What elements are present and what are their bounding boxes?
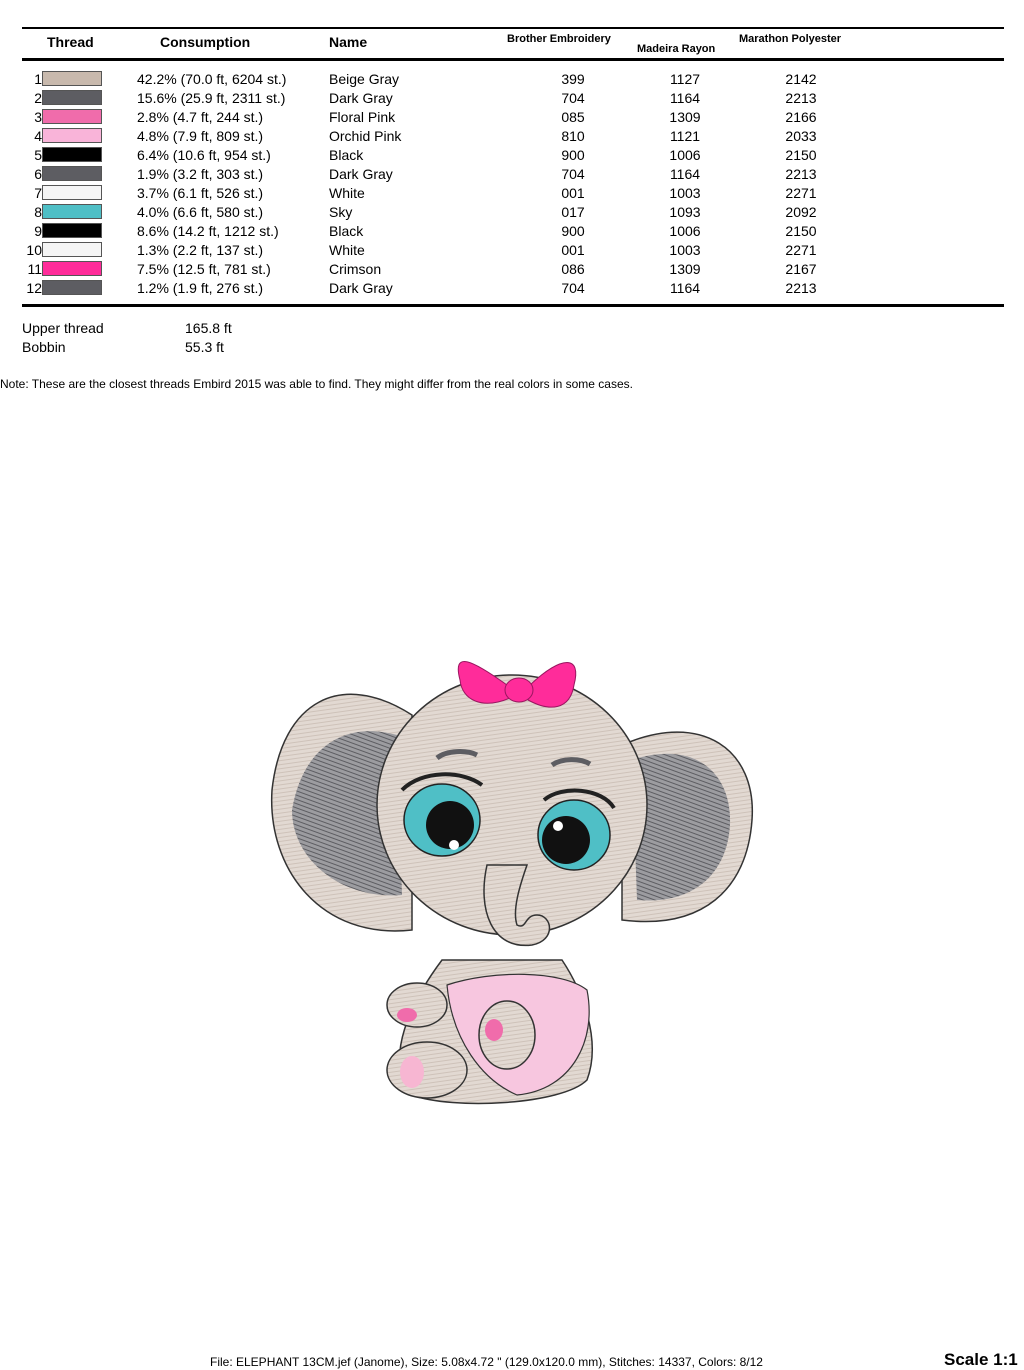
marathon-code: 2213	[785, 90, 817, 106]
color-swatch	[42, 204, 102, 219]
color-swatch	[42, 166, 102, 181]
thread-name: Orchid Pink	[329, 128, 402, 144]
thread-name: Dark Gray	[329, 166, 393, 182]
bottom-rule	[22, 304, 1004, 307]
thread-number: 10	[26, 242, 42, 258]
thread-row	[0, 222, 1024, 241]
thread-name: White	[329, 242, 365, 258]
bobbin-label: Bobbin	[22, 339, 66, 355]
right-pupil	[542, 816, 590, 864]
thread-name: Dark Gray	[329, 90, 393, 106]
header-brother: Brother Embroidery	[507, 33, 611, 45]
upper-thread-label: Upper thread	[22, 320, 104, 336]
thread-name: Crimson	[329, 261, 382, 277]
header-rule	[22, 58, 1004, 61]
left-foot-pad	[400, 1056, 424, 1088]
madeira-code: 1309	[669, 109, 701, 125]
thread-name: Black	[329, 223, 364, 239]
thread-consumption: 42.2% (70.0 ft, 6204 st.)	[137, 71, 287, 87]
file-info-footer: File: ELEPHANT 13CM.jef (Janome), Size: 5.08x4.72 " (129.0x120.0 mm), Stitches: 14337, Colors: 8/12	[210, 1355, 763, 1369]
madeira-code: 1164	[669, 166, 701, 182]
brother-code: 086	[561, 261, 585, 277]
color-swatch	[42, 242, 102, 257]
color-swatch	[42, 90, 102, 105]
marathon-code: 2150	[785, 147, 817, 163]
header-madeira: Madeira Rayon	[637, 43, 716, 55]
header-consumption: Consumption	[160, 34, 251, 50]
thread-name: Dark Gray	[329, 280, 393, 296]
color-swatch	[42, 185, 102, 200]
header-marathon: Marathon Polyester	[739, 33, 842, 45]
brother-code: 001	[561, 242, 585, 258]
left-leg	[387, 1042, 467, 1098]
thread-number: 9	[34, 223, 42, 239]
brother-code: 001	[561, 185, 585, 201]
madeira-code: 1309	[669, 261, 701, 277]
thread-consumption: 15.6% (25.9 ft, 2311 st.)	[137, 90, 286, 106]
madeira-code: 1121	[669, 128, 701, 144]
madeira-code: 1093	[669, 204, 701, 220]
right-eye-highlight	[553, 821, 563, 831]
thread-row	[0, 203, 1024, 222]
thread-row	[0, 108, 1024, 127]
upper-thread-value: 165.8 ft	[185, 320, 232, 336]
thread-consumption: 3.7% (6.1 ft, 526 st.)	[137, 185, 264, 201]
brother-code: 900	[561, 223, 585, 239]
thread-name: Beige Gray	[329, 71, 400, 87]
bobbin-value: 55.3 ft	[185, 339, 224, 355]
top-rule	[22, 27, 1004, 29]
thread-number: 7	[34, 185, 42, 201]
header-name: Name	[329, 34, 368, 50]
madeira-code: 1164	[669, 280, 701, 296]
thread-row	[0, 260, 1024, 279]
left-pupil	[426, 801, 474, 849]
left-eye-highlight	[449, 840, 459, 850]
marathon-code: 2033	[785, 128, 817, 144]
color-swatch	[42, 128, 102, 143]
marathon-code: 2167	[785, 261, 817, 277]
thread-number: 2	[34, 90, 42, 106]
thread-consumption: 1.2% (1.9 ft, 276 st.)	[137, 280, 264, 296]
thread-row	[0, 89, 1024, 108]
brother-code: 017	[561, 204, 585, 220]
thread-table	[0, 70, 1024, 298]
marathon-code: 2166	[785, 109, 817, 125]
madeira-code: 1006	[669, 147, 701, 163]
thread-consumption: 6.4% (10.6 ft, 954 st.)	[137, 147, 271, 163]
thread-row	[0, 127, 1024, 146]
thread-row	[0, 165, 1024, 184]
left-hand-pad	[397, 1008, 417, 1022]
thread-consumption: 7.5% (12.5 ft, 781 st.)	[137, 261, 271, 277]
thread-number: 1	[34, 71, 42, 87]
madeira-code: 1127	[669, 71, 701, 87]
thread-row	[0, 146, 1024, 165]
thread-row	[0, 184, 1024, 203]
thread-consumption: 4.8% (7.9 ft, 809 st.)	[137, 128, 264, 144]
madeira-code: 1006	[669, 223, 701, 239]
thread-consumption: 4.0% (6.6 ft, 580 st.)	[137, 204, 264, 220]
thread-consumption: 1.3% (2.2 ft, 137 st.)	[137, 242, 264, 258]
thread-number: 11	[27, 261, 42, 277]
thread-consumption: 1.9% (3.2 ft, 303 st.)	[137, 166, 264, 182]
thread-row	[0, 70, 1024, 89]
right-hand-pad	[485, 1019, 503, 1041]
marathon-code: 2271	[785, 242, 817, 258]
thread-name: White	[329, 185, 365, 201]
marathon-code: 2271	[785, 185, 817, 201]
brother-code: 704	[561, 166, 585, 182]
thread-name: Floral Pink	[329, 109, 396, 125]
thread-row	[0, 279, 1024, 298]
thread-name: Black	[329, 147, 364, 163]
brother-code: 399	[561, 71, 585, 87]
thread-number: 6	[34, 166, 42, 182]
thread-row	[0, 241, 1024, 260]
brother-code: 900	[561, 147, 585, 163]
brother-code: 085	[561, 109, 585, 125]
bow-knot	[505, 678, 533, 702]
thread-consumption: 2.8% (4.7 ft, 244 st.)	[137, 109, 264, 125]
color-swatch	[42, 71, 102, 86]
header-thread: Thread	[47, 34, 94, 50]
brother-code: 810	[561, 128, 585, 144]
marathon-code: 2213	[785, 280, 817, 296]
thread-number: 12	[26, 280, 42, 296]
left-arm	[387, 983, 447, 1027]
madeira-code: 1003	[669, 185, 701, 201]
color-swatch	[42, 280, 102, 295]
color-swatch	[42, 223, 102, 238]
marathon-code: 2213	[785, 166, 817, 182]
elephant-embroidery-design	[262, 640, 762, 1110]
thread-note: Note: These are the closest threads Embird 2015 was able to find. They might differ from the real colors in some cases.	[0, 377, 633, 391]
color-swatch	[42, 109, 102, 124]
thread-number: 8	[34, 204, 42, 220]
thread-name: Sky	[329, 204, 353, 220]
thread-consumption: 8.6% (14.2 ft, 1212 st.)	[137, 223, 279, 239]
brother-code: 704	[561, 90, 585, 106]
thread-number: 3	[34, 109, 42, 125]
marathon-code: 2142	[785, 71, 817, 87]
marathon-code: 2150	[785, 223, 817, 239]
brother-code: 704	[561, 280, 585, 296]
madeira-code: 1164	[669, 90, 701, 106]
color-swatch	[42, 261, 102, 276]
thread-number: 4	[34, 128, 42, 144]
marathon-code: 2092	[785, 204, 817, 220]
scale-label: Scale 1:1	[944, 1350, 1018, 1369]
madeira-code: 1003	[669, 242, 701, 258]
color-swatch	[42, 147, 102, 162]
thread-number: 5	[34, 147, 42, 163]
